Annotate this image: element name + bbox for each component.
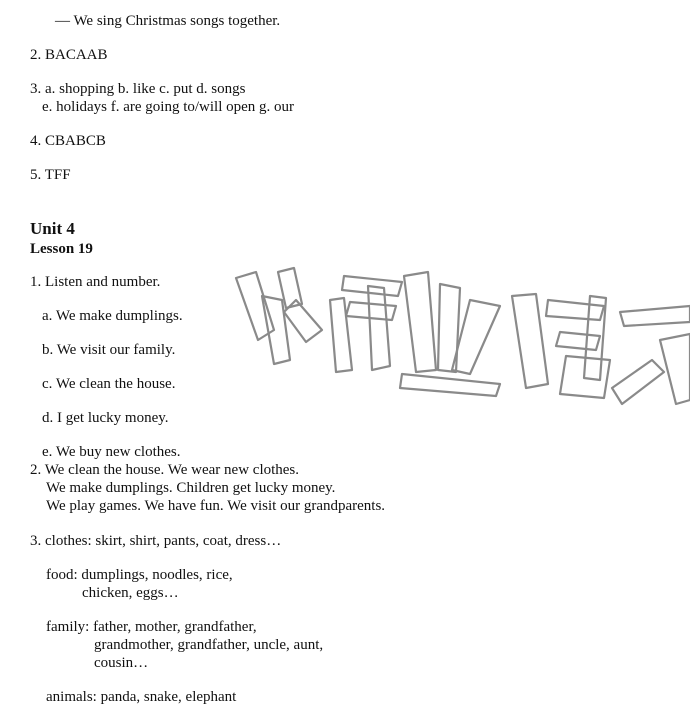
- q1-item: b. We visit our family.: [42, 342, 176, 358]
- dialog-line: — We sing Christmas songs together.: [55, 13, 281, 29]
- q3-food-line-1: food: dumplings, noodles, rice,: [46, 567, 233, 583]
- q3-animals: animals: panda, snake, elephant: [46, 689, 237, 705]
- q2-line: We play games. We have fun. We visit our grandparents.: [46, 498, 386, 514]
- q1-item: a. We make dumplings.: [42, 308, 183, 324]
- q1-item: c. We clean the house.: [42, 376, 176, 392]
- q3-clothes: 3. clothes: skirt, shirt, pants, coat, dress…: [30, 533, 282, 549]
- answer-5: 5. TFF: [30, 167, 71, 183]
- q3-family-line-3: cousin…: [94, 655, 149, 671]
- q1-heading: 1. Listen and number.: [30, 274, 161, 290]
- q1-item: d. I get lucky money.: [42, 410, 169, 426]
- lesson-title: Lesson 19: [30, 241, 93, 257]
- answer-2: 2. BACAAB: [30, 47, 108, 63]
- q2-line: 2. We clean the house. We wear new clothes.: [30, 462, 300, 478]
- answer-3-line-2: e. holidays f. are going to/will open g. our: [42, 99, 295, 115]
- q3-family-line-2: grandmother, grandfather, uncle, aunt,: [94, 637, 324, 653]
- q3-family-line-1: family: father, mother, grandfather,: [46, 619, 257, 635]
- q1-item: e. We buy new clothes.: [42, 444, 181, 460]
- answer-4: 4. CBABCB: [30, 133, 106, 149]
- answer-3-line-1: 3. a. shopping b. like c. put d. songs: [30, 81, 246, 97]
- q3-food-line-2: chicken, eggs…: [82, 585, 179, 601]
- unit-title: Unit 4: [30, 219, 75, 238]
- q2-line: We make dumplings. Children get lucky money.: [46, 480, 336, 496]
